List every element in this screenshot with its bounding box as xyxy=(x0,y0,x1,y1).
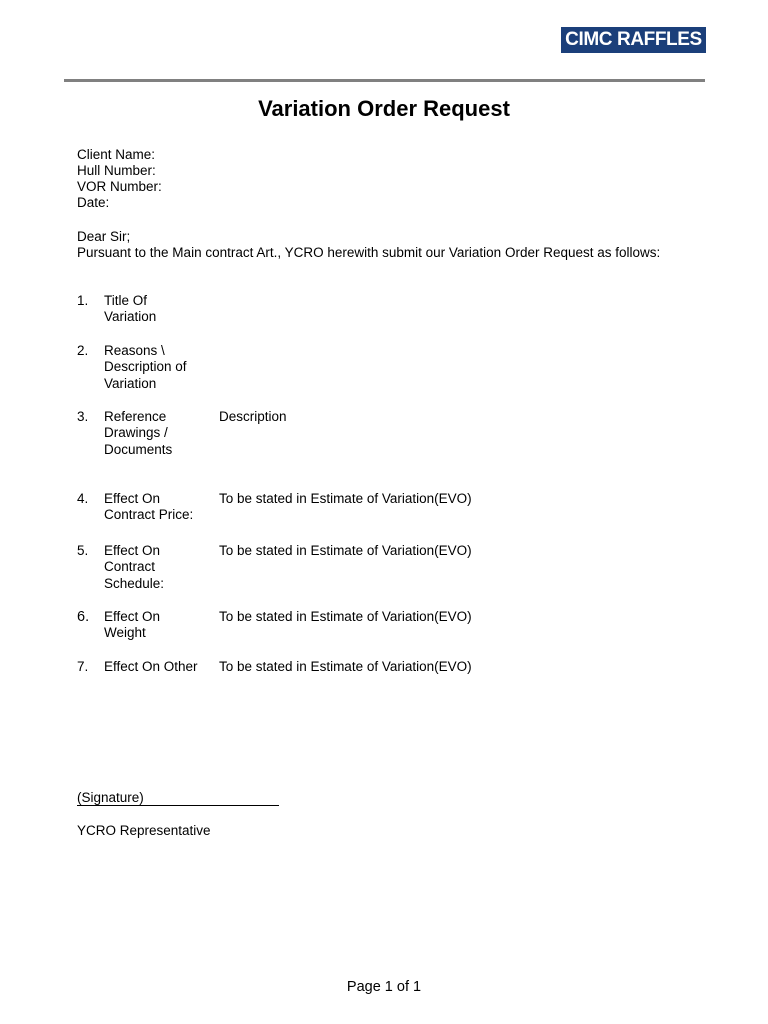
item-label: Reference Drawings / Documents xyxy=(104,409,173,457)
greeting: Dear Sir; xyxy=(77,229,131,244)
item-value: To be stated in Estimate of Variation(EVO) xyxy=(219,659,472,674)
document-title: Variation Order Request xyxy=(258,96,510,121)
item-number: 5. xyxy=(77,543,89,558)
client-name-field: Client Name: xyxy=(77,147,156,162)
item-number: 1. xyxy=(77,293,89,308)
item-label: Title Of Variation xyxy=(104,293,157,325)
item-number: 7. xyxy=(77,659,89,674)
vor-number-field: VOR Number: xyxy=(77,179,162,194)
signature-label: (Signature) xyxy=(77,790,144,805)
cimc-raffles-logo: CIMC RAFFLES xyxy=(561,27,706,53)
signature-line xyxy=(77,805,279,806)
item-value: To be stated in Estimate of Variation(EVO) xyxy=(219,491,472,506)
item-label: Effect On Contract Price: xyxy=(104,491,194,523)
representative-label: YCRO Representative xyxy=(77,823,211,838)
item-label: Effect On Other xyxy=(104,659,198,674)
item-number: 4. xyxy=(77,491,89,506)
item-label: Reasons \ Description of Variation xyxy=(104,343,187,391)
item-label: Effect On Contract Schedule: xyxy=(104,543,165,591)
item-number: 6. xyxy=(77,609,90,625)
item-number: 3. xyxy=(77,409,89,424)
item-value: To be stated in Estimate of Variation(EVO) xyxy=(219,609,472,624)
intro-text: Pursuant to the Main contract Art., YCRO herewith submit our Variation Order Request as follows: xyxy=(77,245,661,260)
item-value: Description xyxy=(219,409,287,424)
header-divider xyxy=(64,79,705,82)
hull-number-field: Hull Number: xyxy=(77,163,156,178)
item-number: 2. xyxy=(77,343,89,358)
item-label: Effect On Weight xyxy=(104,609,161,641)
page-number: Page 1 of 1 xyxy=(346,979,422,995)
item-value: To be stated in Estimate of Variation(EVO) xyxy=(219,543,472,558)
date-field: Date: xyxy=(77,195,110,210)
